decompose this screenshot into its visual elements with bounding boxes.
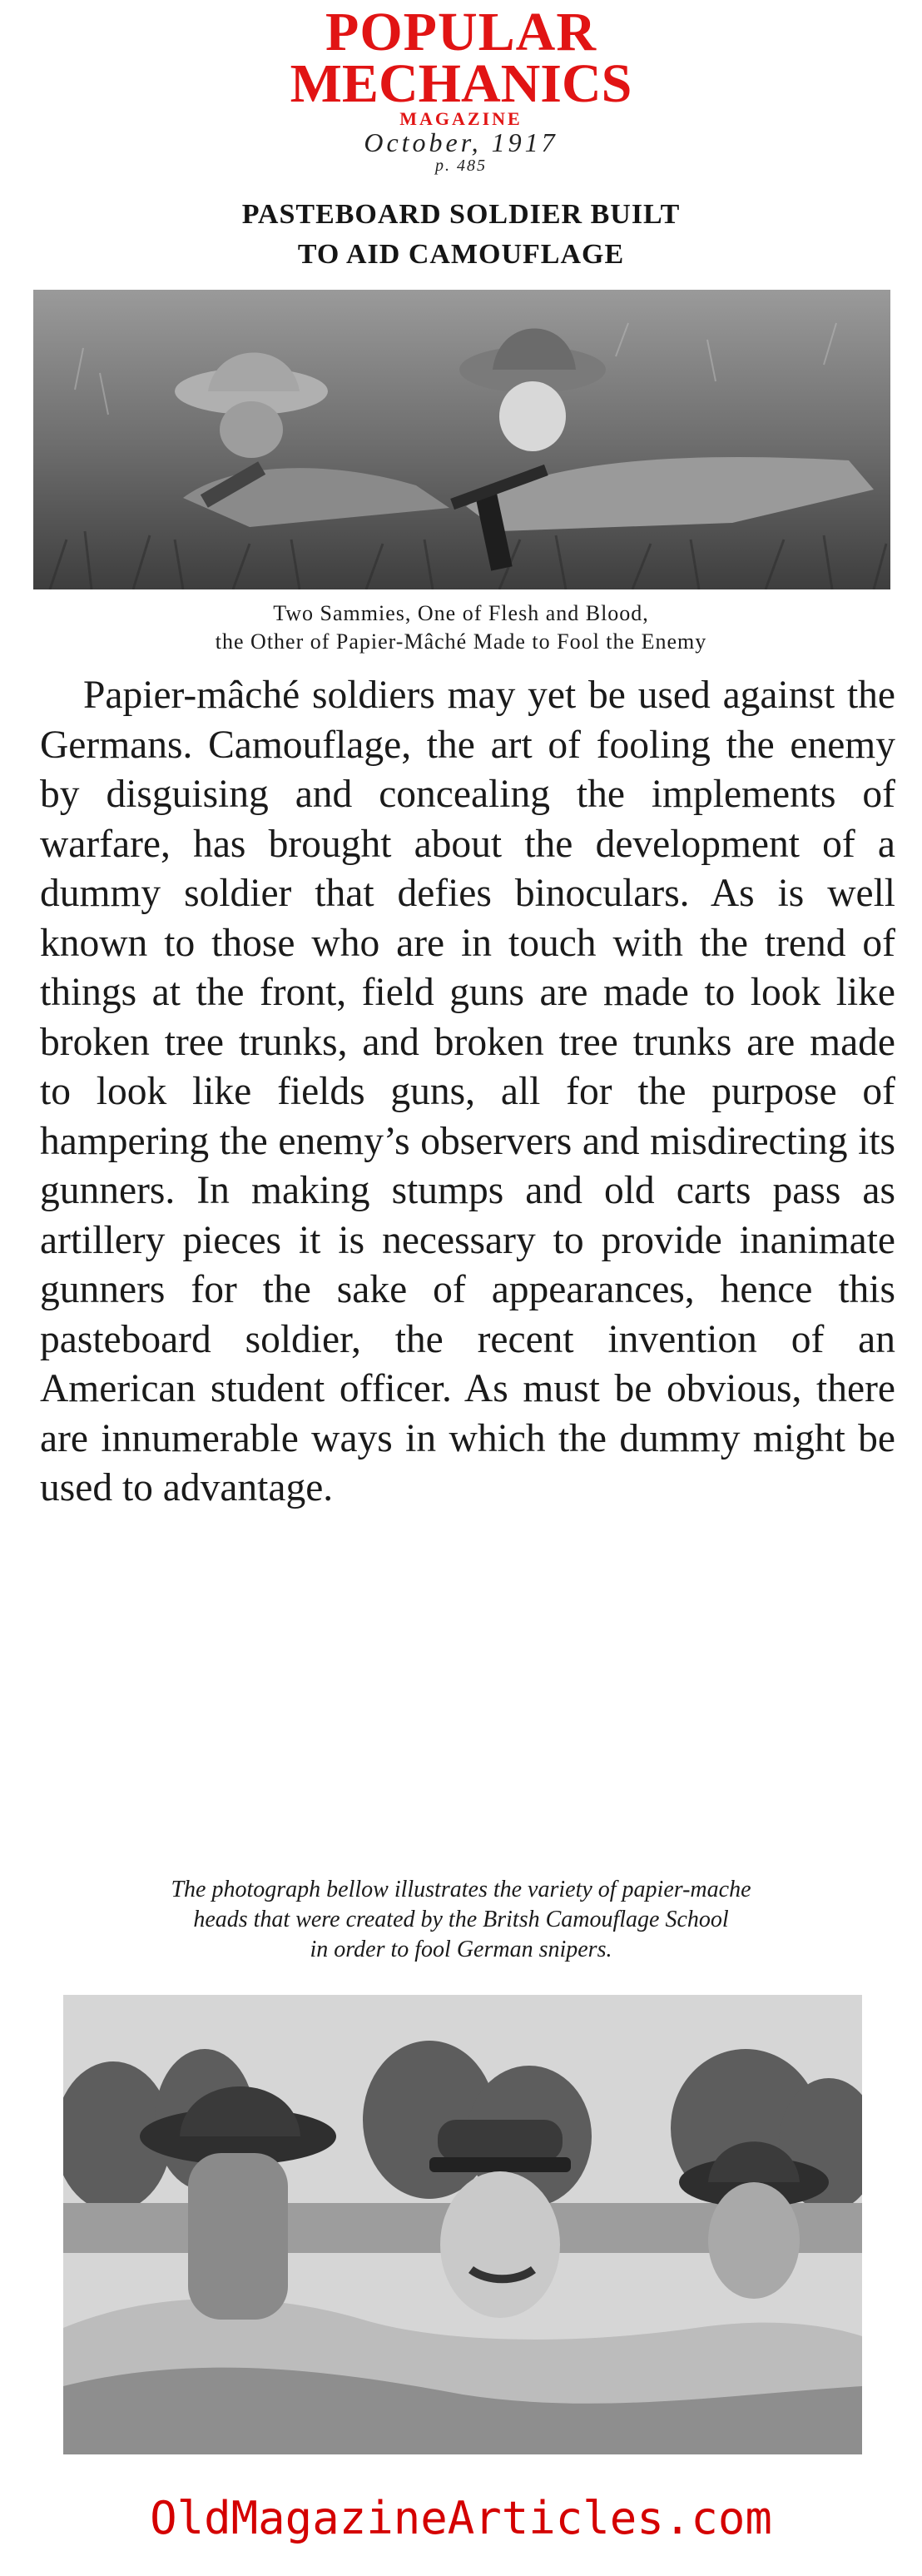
page-number: p. 485 — [435, 157, 487, 175]
photo-caption-heads — [0, 1875, 922, 1965]
article-headline — [0, 195, 922, 275]
headline-line-1: PASTEBOARD SOLDIER BUILT — [241, 199, 681, 230]
article-paragraph: Papier-mâché soldiers may yet be used against the Germans. Camouflage, the art of fooling the enemy by disguising and concealing the implements of warfare, has brought about the development of a dummy soldier that defies binoculars. As is well known to those who are in touch with the trend of things at the front, field guns are made to look like broken tree trunks, and broken tree trunks are made to look like fields guns, all for the purpose of hampering the enemy’s observers and misdirecting its gunners. In making stumps and old carts pass as artillery pieces it is necessary to provide inanimate gunners for the sake of appearances, hence this pasteboard soldier, the recent invention of an American student officer. As must be obvious, there are innumerable ways in which the dummy might be used to advantage. — [40, 674, 895, 1509]
papier-mache-heads-photo — [63, 1995, 862, 2454]
article-body — [40, 671, 895, 1514]
heads-caption-line-2: heads that were created by the Britsh Camouflage School — [193, 1907, 729, 1932]
soldiers-photo-drawing — [33, 290, 890, 589]
masthead-title-popular: POPULAR — [325, 2, 597, 62]
photo-caption-sammies — [0, 599, 922, 656]
masthead-title-mechanics: MECHANICS — [290, 53, 632, 114]
heads-caption-line-3: in order to fool German snipers. — [310, 1937, 612, 1962]
soldiers-photo — [33, 290, 890, 589]
footer-site-url: OldMagazineArticles.com — [150, 2492, 772, 2544]
masthead — [0, 2, 922, 175]
heads-photo-drawing — [63, 1995, 862, 2454]
headline-line-2: TO AID CAMOUFLAGE — [297, 239, 625, 270]
masthead-subtitle: MAGAZINE — [399, 108, 523, 129]
photo-caption-line-1: Two Sammies, One of Flesh and Blood, — [273, 601, 649, 625]
photo-caption-line-2: the Other of Papier-Mâché Made to Fool the Enemy — [215, 629, 707, 654]
issue-date: October, 1917 — [364, 127, 558, 157]
heads-caption-line-1: The photograph bellow illustrates the variety of papier-mache — [171, 1877, 751, 1902]
